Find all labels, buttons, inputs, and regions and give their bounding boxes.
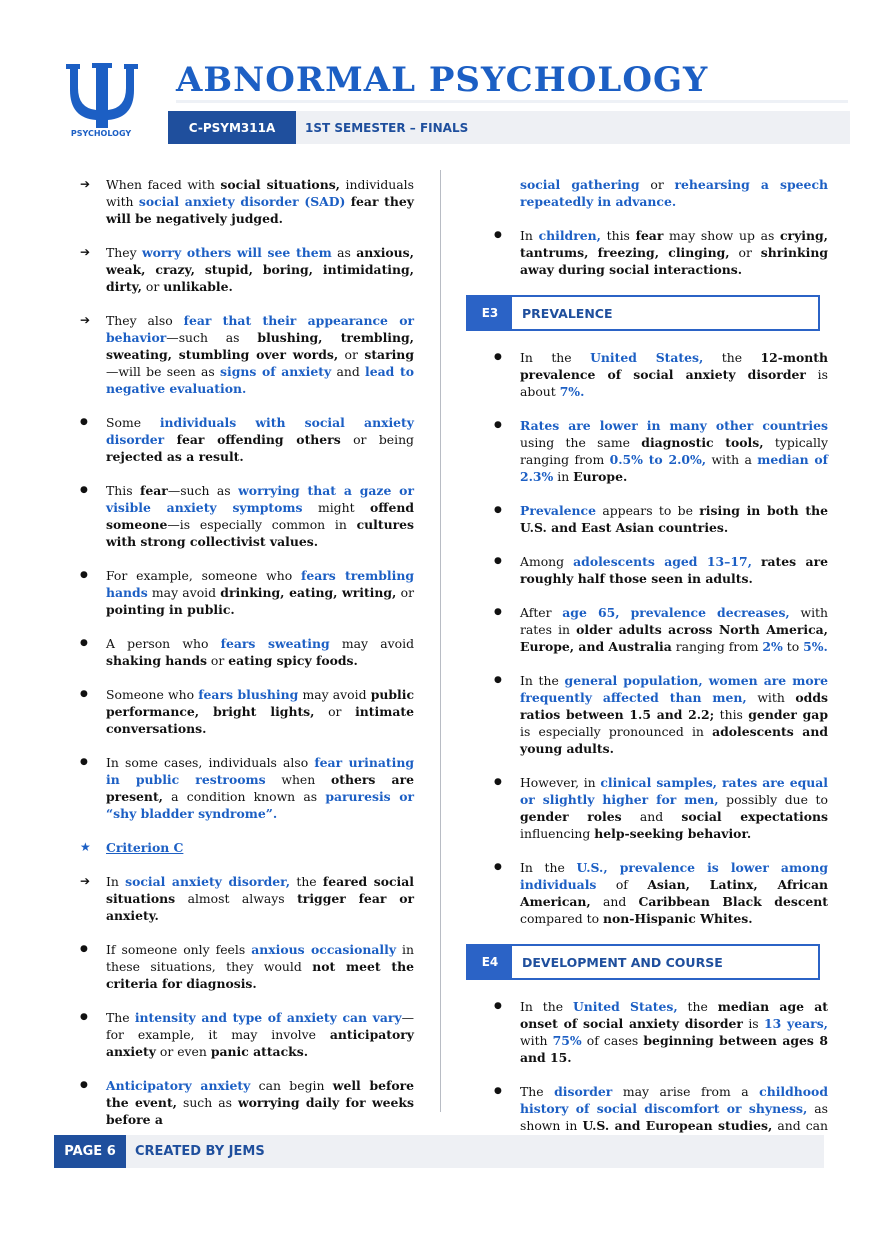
text-run: as shown in <box>520 1101 828 1133</box>
text-run: is about <box>520 367 829 399</box>
list-item <box>492 349 828 400</box>
text-run: with <box>520 1033 553 1048</box>
left-item-list <box>78 176 414 1128</box>
text-run: fear that their appearance or behavior <box>106 313 414 345</box>
text-run: disorder <box>554 1084 613 1099</box>
text-run: Among <box>520 554 574 569</box>
text-run: the <box>290 874 323 889</box>
text-run: clinical samples, rates are equal or slightly higher for men, <box>520 775 828 807</box>
list-item <box>78 941 414 992</box>
text-run: help-seeking behavior. <box>594 826 752 841</box>
list-item <box>492 672 828 757</box>
text-run: In the <box>520 350 591 365</box>
text-run: They <box>106 245 142 260</box>
list-item <box>78 414 414 465</box>
text-run: The <box>520 1084 555 1099</box>
list-item <box>492 604 828 655</box>
list-item <box>492 417 828 485</box>
bullet-dot-icon: ● <box>494 1001 502 1011</box>
bullet-dot-icon: ● <box>80 689 88 699</box>
text-run: not meet the criteria for diagnosis. <box>106 959 414 991</box>
text-run: Asian, Latinx, African American, <box>520 877 828 909</box>
bullet-dot-icon: ● <box>80 757 88 767</box>
text-run: others are present, <box>106 772 414 804</box>
bullet-dot-icon: ● <box>494 230 502 240</box>
title-underline <box>176 100 848 103</box>
text-run: childhood history of social discomfort or shyness, <box>520 1084 828 1116</box>
text-run: with a <box>706 452 758 467</box>
text-run: with <box>746 690 796 705</box>
text-run: beginning between ages 8 and 15. <box>520 1033 829 1065</box>
text-run: fears trembling hands <box>106 568 414 600</box>
arrow-right-icon: ➔ <box>80 313 91 327</box>
text-run: or <box>338 347 365 362</box>
list-item <box>78 1009 414 1060</box>
text-run: fear urinating in public restrooms <box>106 755 415 787</box>
text-run: individuals with <box>106 177 414 209</box>
text-run: anticipatory anxiety <box>106 1027 414 1059</box>
list-item <box>78 754 414 822</box>
list-item <box>78 635 414 669</box>
text-run: this <box>600 228 636 243</box>
text-run: —is especially common in <box>167 517 357 532</box>
text-run: In the <box>520 673 565 688</box>
text-run: Some <box>106 415 160 430</box>
text-run: United States, <box>590 350 704 365</box>
text-run: fear <box>635 228 664 243</box>
psi-logo-icon <box>64 58 140 136</box>
text-run: —will be seen as <box>106 364 221 379</box>
text-run: blushing, trembling, sweating, stumbling over words, <box>106 330 414 362</box>
text-run: shrinking away during social interactions. <box>520 245 828 277</box>
list-item <box>492 227 828 278</box>
logo-caption: PSYCHOLOGY <box>70 129 132 138</box>
text-run: fears blushing <box>198 687 299 702</box>
text-run: social anxiety disorder, <box>125 874 291 889</box>
list-item <box>78 839 414 856</box>
text-run <box>752 554 761 569</box>
bullet-dot-icon: ● <box>80 944 88 954</box>
text-run: compared to <box>520 911 603 926</box>
bullet-dot-icon: ● <box>80 417 88 427</box>
text-run: 13 years, <box>764 1016 828 1031</box>
text-run: might <box>302 500 371 515</box>
text-run: 0.5% to 2.0%, <box>609 452 707 467</box>
text-run: or <box>141 279 164 294</box>
text-run: offend someone <box>106 500 415 532</box>
text-run: staring <box>364 347 414 362</box>
list-item <box>78 873 414 924</box>
semester-label: 1ST SEMESTER – FINALS <box>305 120 469 135</box>
text-run: worry others will see them <box>141 245 332 260</box>
text-run: may avoid <box>329 636 415 651</box>
text-run: 75% <box>552 1033 582 1048</box>
text-run: panic attacks. <box>210 1044 309 1059</box>
text-run: 2% <box>762 639 783 654</box>
text-run: signs of anxiety <box>220 364 332 379</box>
text-run: general population, women are more frequently affected than men, <box>520 673 828 705</box>
section-header <box>466 295 820 331</box>
text-run: In the <box>520 860 577 875</box>
text-run: gender roles <box>520 809 622 824</box>
text-run: social anxiety disorder (SAD) <box>138 194 346 209</box>
text-run: of cases <box>581 1033 644 1048</box>
text-run: worrying that a gaze or visible anxiety symptoms <box>106 483 414 515</box>
section-number: E3 <box>468 297 512 329</box>
text-run: rejected as a result. <box>106 449 244 464</box>
text-run: —such as <box>166 330 258 345</box>
arrow-right-icon: ➔ <box>80 874 91 888</box>
text-run: can begin <box>250 1078 333 1093</box>
list-item <box>492 859 828 927</box>
text-run: Europe. <box>573 469 628 484</box>
text-run: may avoid <box>298 687 371 702</box>
list-item <box>78 686 414 737</box>
column-divider <box>440 170 441 1112</box>
text-run: For example, someone who <box>106 568 302 583</box>
text-run: In <box>106 874 126 889</box>
text-run: rates are roughly half those seen in adults. <box>520 554 828 586</box>
text-run: 7%. <box>559 384 585 399</box>
text-run: and <box>590 894 639 909</box>
text-run: median age at onset of social anxiety disorder <box>520 999 829 1031</box>
section-item-list <box>492 998 828 1151</box>
footer-credit: CREATED BY JEMS <box>135 1144 265 1159</box>
text-run: If someone only feels <box>106 942 252 957</box>
text-run: may avoid <box>147 585 221 600</box>
text-run: U.S. and European studies, <box>582 1118 773 1133</box>
text-run: anxious occasionally <box>251 942 397 957</box>
arrow-right-icon: ➔ <box>80 245 91 259</box>
text-run: crying, tantrums, freezing, clinging, <box>520 228 828 260</box>
text-run: After <box>520 605 563 620</box>
page-number: PAGE 6 <box>54 1135 126 1168</box>
text-run: eating spicy foods. <box>228 653 358 668</box>
text-run: typically ranging from <box>520 435 828 467</box>
text-run: Criterion C <box>106 840 184 855</box>
text-run: adolescents and young adults. <box>520 724 828 756</box>
text-run: drinking, eating, writing, <box>220 585 397 600</box>
list-item <box>78 312 414 397</box>
list-item <box>78 567 414 618</box>
text-run: pointing in public. <box>106 602 235 617</box>
text-run: anxious, weak, crazy, stupid, boring, intimidating, dirty, <box>106 245 414 294</box>
text-run: or even <box>155 1044 211 1059</box>
text-run: This <box>106 483 141 498</box>
list-item <box>78 482 414 550</box>
text-run: lead to negative evaluation. <box>106 364 414 396</box>
section-title: PREVALENCE <box>522 305 613 321</box>
text-run: fear <box>140 483 168 498</box>
text-run: cultures with strong collectivist values. <box>106 517 414 549</box>
text-run: In <box>520 228 539 243</box>
text-run: The <box>106 1010 135 1025</box>
text-run: social situations, <box>220 177 340 192</box>
star-icon: ★ <box>80 840 91 854</box>
bullet-dot-icon: ● <box>80 638 88 648</box>
text-run: social expectations <box>681 809 828 824</box>
text-run: or <box>729 245 761 260</box>
text-run: 12-month prevalence of social anxiety disorder <box>520 350 829 382</box>
bullet-dot-icon: ● <box>494 352 502 362</box>
text-run: paruresis or “shy bladder syndrome”. <box>106 789 414 821</box>
text-run: In some cases, individuals also <box>106 755 315 770</box>
text-run: with rates in <box>520 605 828 637</box>
list-item <box>78 244 414 295</box>
text-run: U.S., prevalence is lower among individuals <box>520 860 828 892</box>
text-run: gender gap <box>748 707 828 722</box>
section-title: DEVELOPMENT AND COURSE <box>522 954 723 970</box>
text-run: Anticipatory anxiety <box>106 1078 251 1093</box>
bullet-dot-icon: ● <box>494 505 502 515</box>
text-run: using the same <box>520 435 642 450</box>
text-run: Prevalence <box>520 503 596 518</box>
text-run: —such as <box>167 483 239 498</box>
text-run: individuals with social anxiety disorder <box>106 415 414 447</box>
bullet-dot-icon: ● <box>494 777 502 787</box>
text-run: unlikable. <box>163 279 233 294</box>
text-run: diagnostic tools, <box>641 435 764 450</box>
text-run: is <box>742 1016 765 1031</box>
text-run: well before the event, <box>106 1078 414 1110</box>
text-run: rehearsing a speech repeatedly in advance. <box>520 177 828 209</box>
text-run: median of 2.3% <box>520 452 829 484</box>
bullet-dot-icon: ● <box>80 1080 88 1090</box>
text-run: worrying daily for weeks before a <box>106 1095 414 1127</box>
bullet-dot-icon: ● <box>494 675 502 685</box>
text-run: Caribbean Black descent <box>638 894 828 909</box>
text-run: United States, <box>572 999 678 1014</box>
section-item-list <box>492 349 828 927</box>
text-run: —for example, it may involve <box>106 1010 414 1042</box>
text-run: or <box>639 177 675 192</box>
text-run: this <box>714 707 749 722</box>
text-run: When faced with <box>106 177 221 192</box>
bullet-dot-icon: ● <box>80 570 88 580</box>
text-run: in these situations, they would <box>106 942 414 974</box>
text-run: and <box>331 364 366 379</box>
text-run: In the <box>520 999 573 1014</box>
bullet-dot-icon: ● <box>494 1086 502 1096</box>
list-item <box>492 553 828 587</box>
list-item <box>78 1077 414 1128</box>
text-run: the <box>703 350 761 365</box>
text-run: almost always <box>175 891 298 906</box>
arrow-right-icon: ➔ <box>80 177 91 191</box>
text-run: the <box>677 999 718 1014</box>
list-item <box>492 176 828 210</box>
text-run <box>164 432 176 447</box>
course-code-badge: C-PSYM311A <box>168 111 296 144</box>
text-run: possibly due to <box>718 792 828 807</box>
text-run: shaking hands <box>106 653 207 668</box>
text-run: ranging from <box>671 639 763 654</box>
text-run: of <box>596 877 648 892</box>
text-run: age 65, prevalence decreases, <box>562 605 790 620</box>
text-run: fears sweating <box>220 636 330 651</box>
text-run: feared social situations <box>106 874 415 906</box>
bullet-dot-icon: ● <box>494 607 502 617</box>
section-header <box>466 944 820 980</box>
text-run: influencing <box>520 826 595 841</box>
text-run: to <box>782 639 804 654</box>
text-run: odds ratios between 1.5 and 2.2; <box>520 690 828 722</box>
list-item <box>492 774 828 842</box>
text-run: fear they will be negatively judged. <box>106 194 414 226</box>
text-run: is especially pronounced in <box>520 724 713 739</box>
bullet-dot-icon: ● <box>494 862 502 872</box>
text-run: older adults across North America, Europe, and Australia <box>520 622 828 654</box>
text-run: and <box>621 809 682 824</box>
page-title: ABNORMAL PSYCHOLOGY <box>176 60 709 100</box>
text-run: intimate conversations. <box>106 704 414 736</box>
text-run: or <box>206 653 229 668</box>
text-run: may arise from a <box>612 1084 760 1099</box>
text-run: a condition known as <box>162 789 326 804</box>
text-run: such as <box>176 1095 238 1110</box>
text-run: and can <box>777 1118 828 1133</box>
list-item <box>492 998 828 1066</box>
text-run: intensity and type of anxiety can vary <box>134 1010 402 1025</box>
left-column <box>78 176 414 1145</box>
text-run: public performance, bright lights, <box>106 687 414 719</box>
text-run: However, in <box>520 775 601 790</box>
text-run: or <box>314 704 356 719</box>
section-number: E4 <box>468 946 512 978</box>
bullet-dot-icon: ● <box>494 420 502 430</box>
text-run: A person who <box>106 636 221 651</box>
text-run: rising in both the U.S. and East Asian countries. <box>520 503 828 535</box>
bullet-dot-icon: ● <box>80 485 88 495</box>
right-column <box>481 176 829 1168</box>
text-run: Rates are lower in many other countries <box>520 418 828 433</box>
text-run: appears to be <box>595 503 700 518</box>
text-run: as <box>331 245 357 260</box>
list-item <box>78 176 414 227</box>
text-run: when <box>265 772 332 787</box>
text-run: children, <box>538 228 601 243</box>
list-item <box>492 502 828 536</box>
text-run: 5%. <box>803 639 828 654</box>
text-run: fear offending others <box>176 432 341 447</box>
text-run: trigger fear or anxiety. <box>106 891 414 923</box>
sections-container <box>481 295 829 1151</box>
continuation-list <box>492 176 828 278</box>
text-run: in <box>553 469 574 484</box>
bullet-dot-icon: ● <box>494 556 502 566</box>
text-run: Someone who <box>106 687 199 702</box>
text-run: or being <box>340 432 414 447</box>
text-run: social gathering <box>520 177 640 192</box>
text-run: or <box>396 585 414 600</box>
text-run: may show up as <box>663 228 780 243</box>
text-run: They also <box>106 313 184 328</box>
text-run: non-Hispanic Whites. <box>602 911 753 926</box>
bullet-dot-icon: ● <box>80 1012 88 1022</box>
text-run: adolescents aged 13–17, <box>573 554 752 569</box>
